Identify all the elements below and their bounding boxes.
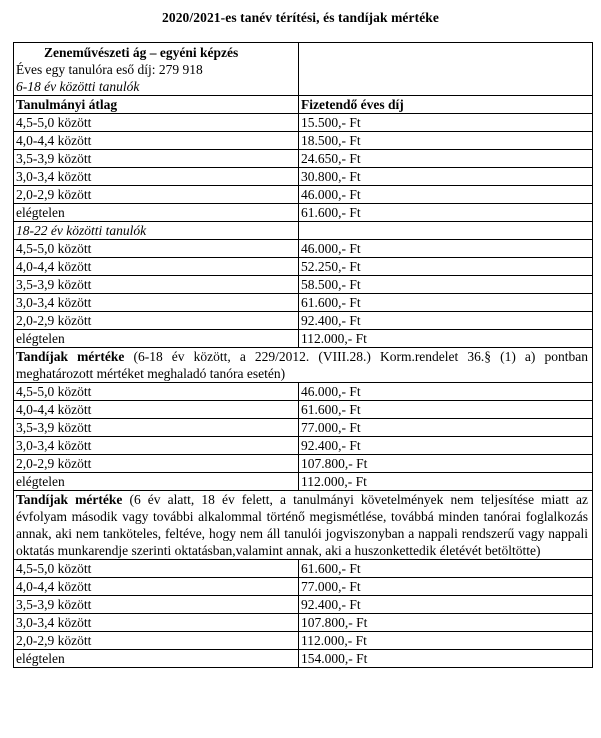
average-cell: 2,0-2,9 között (14, 312, 299, 330)
group4-body (14, 560, 593, 668)
average-cell: 3,0-3,4 között (14, 437, 299, 455)
fee-cell: 46.000,- Ft (299, 240, 593, 258)
fee-cell: 61.600,- Ft (299, 204, 593, 222)
average-cell: 2,0-2,9 között (14, 455, 299, 473)
table-row (14, 473, 593, 491)
average-cell: 4,0-4,4 között (14, 401, 299, 419)
table-row (14, 650, 593, 668)
group1-body (14, 114, 593, 222)
average-cell: 3,5-3,9 között (14, 276, 299, 294)
table-row (14, 632, 593, 650)
table-row (14, 578, 593, 596)
fee-cell: 107.800,- Ft (299, 614, 593, 632)
table-row (14, 419, 593, 437)
fee-cell: 77.000,- Ft (299, 419, 593, 437)
table-row (14, 186, 593, 204)
section-title: Zeneművészeti ág – egyéni képzés (44, 45, 239, 60)
average-cell: 4,5-5,0 között (14, 383, 299, 401)
annual-fee-text: Éves egy tanulóra eső díj: 279 918 (16, 62, 203, 77)
average-cell: 3,0-3,4 között (14, 294, 299, 312)
fee-table (13, 42, 593, 668)
age-group-row (14, 222, 593, 240)
average-cell: 4,0-4,4 között (14, 132, 299, 150)
fee-cell: 61.600,- Ft (299, 560, 593, 578)
group2-body (14, 240, 593, 348)
fee-cell: 112.000,- Ft (299, 330, 593, 348)
fee-cell: 46.000,- Ft (299, 186, 593, 204)
fee-cell: 18.500,- Ft (299, 132, 593, 150)
empty-cell (299, 43, 593, 96)
tuition-text: (6 év alatt, 18 év felett, a tanulmányi követelmények nem teljesítése miatt az évfolyam második vagy további alkalommal történő megismétlése, továbbá minden tanórai foglalkozás annak, aki nem tanköteles, feltéve, hogy nem áll tanulói jogviszonyban a nappali rendszerű vagy nappali oktatás munkarendje szerinti oktatásban,valamint annak, aki a huszonkettedik életévét betöltötte) (16, 492, 588, 558)
page-title: 2020/2021-es tanév térítési, és tandíjak mértéke (162, 10, 439, 25)
average-cell: 3,5-3,9 között (14, 596, 299, 614)
table-row (14, 168, 593, 186)
fee-cell: 112.000,- Ft (299, 473, 593, 491)
fee-cell: 61.600,- Ft (299, 294, 593, 312)
average-cell: 2,0-2,9 között (14, 632, 299, 650)
tuition-label: Tandíjak mértéke (16, 349, 125, 364)
average-cell: 4,5-5,0 között (14, 240, 299, 258)
table-row (14, 437, 593, 455)
group3-body (14, 383, 593, 491)
average-cell: 4,0-4,4 között (14, 258, 299, 276)
average-cell: elégtelen (14, 204, 299, 222)
table-row (14, 560, 593, 578)
tuition-row-2 (14, 491, 593, 560)
average-cell: 2,0-2,9 között (14, 186, 299, 204)
table-row (14, 401, 593, 419)
fee-cell: 92.400,- Ft (299, 437, 593, 455)
column-header-fee: Fizetendő éves díj (299, 96, 593, 114)
table-row (14, 383, 593, 401)
tuition-description-2 (14, 491, 593, 560)
fee-cell: 154.000,- Ft (299, 650, 593, 668)
table-row (14, 258, 593, 276)
fee-cell: 61.600,- Ft (299, 401, 593, 419)
fee-cell: 30.800,- Ft (299, 168, 593, 186)
table-row (14, 596, 593, 614)
table-row (14, 312, 593, 330)
average-cell: 4,0-4,4 között (14, 578, 299, 596)
fee-cell: 46.000,- Ft (299, 383, 593, 401)
age-group-label-2: 18-22 év közötti tanulók (14, 222, 299, 240)
average-cell: 3,5-3,9 között (14, 419, 299, 437)
average-cell: elégtelen (14, 473, 299, 491)
table-row (14, 614, 593, 632)
fee-cell: 58.500,- Ft (299, 276, 593, 294)
empty-cell (299, 222, 593, 240)
table-row (14, 276, 593, 294)
tuition-label: Tandíjak mértéke (16, 492, 123, 507)
tuition-description-1 (14, 348, 593, 383)
average-cell: 3,0-3,4 között (14, 614, 299, 632)
section-header-cell (14, 43, 299, 96)
average-cell: 3,0-3,4 között (14, 168, 299, 186)
fee-cell: 15.500,- Ft (299, 114, 593, 132)
fee-cell: 92.400,- Ft (299, 312, 593, 330)
fee-cell: 92.400,- Ft (299, 596, 593, 614)
column-header-row (14, 96, 593, 114)
table-row (14, 114, 593, 132)
average-cell: elégtelen (14, 650, 299, 668)
table-row (14, 294, 593, 312)
fee-cell: 112.000,- Ft (299, 632, 593, 650)
average-cell: 3,5-3,9 között (14, 150, 299, 168)
tuition-row-1 (14, 348, 593, 383)
table-row (14, 204, 593, 222)
tuition-text: (6-18 év között, a 229/2012. (VIII.28.) Korm.rendelet 36.§ (1) a) pontban meghatározott mértéket meghaladó tanóra esetén) (16, 349, 588, 381)
table-row (14, 330, 593, 348)
average-cell: 4,5-5,0 között (14, 114, 299, 132)
average-cell: 4,5-5,0 között (14, 560, 299, 578)
column-header-average: Tanulmányi átlag (14, 96, 299, 114)
age-group-label: 6-18 év közötti tanulók (16, 79, 140, 94)
table-row (14, 455, 593, 473)
table-row (14, 240, 593, 258)
fee-cell: 107.800,- Ft (299, 455, 593, 473)
section-header-row (14, 43, 593, 96)
fee-cell: 77.000,- Ft (299, 578, 593, 596)
average-cell: elégtelen (14, 330, 299, 348)
fee-cell: 52.250,- Ft (299, 258, 593, 276)
fee-cell: 24.650,- Ft (299, 150, 593, 168)
table-row (14, 150, 593, 168)
table-row (14, 132, 593, 150)
